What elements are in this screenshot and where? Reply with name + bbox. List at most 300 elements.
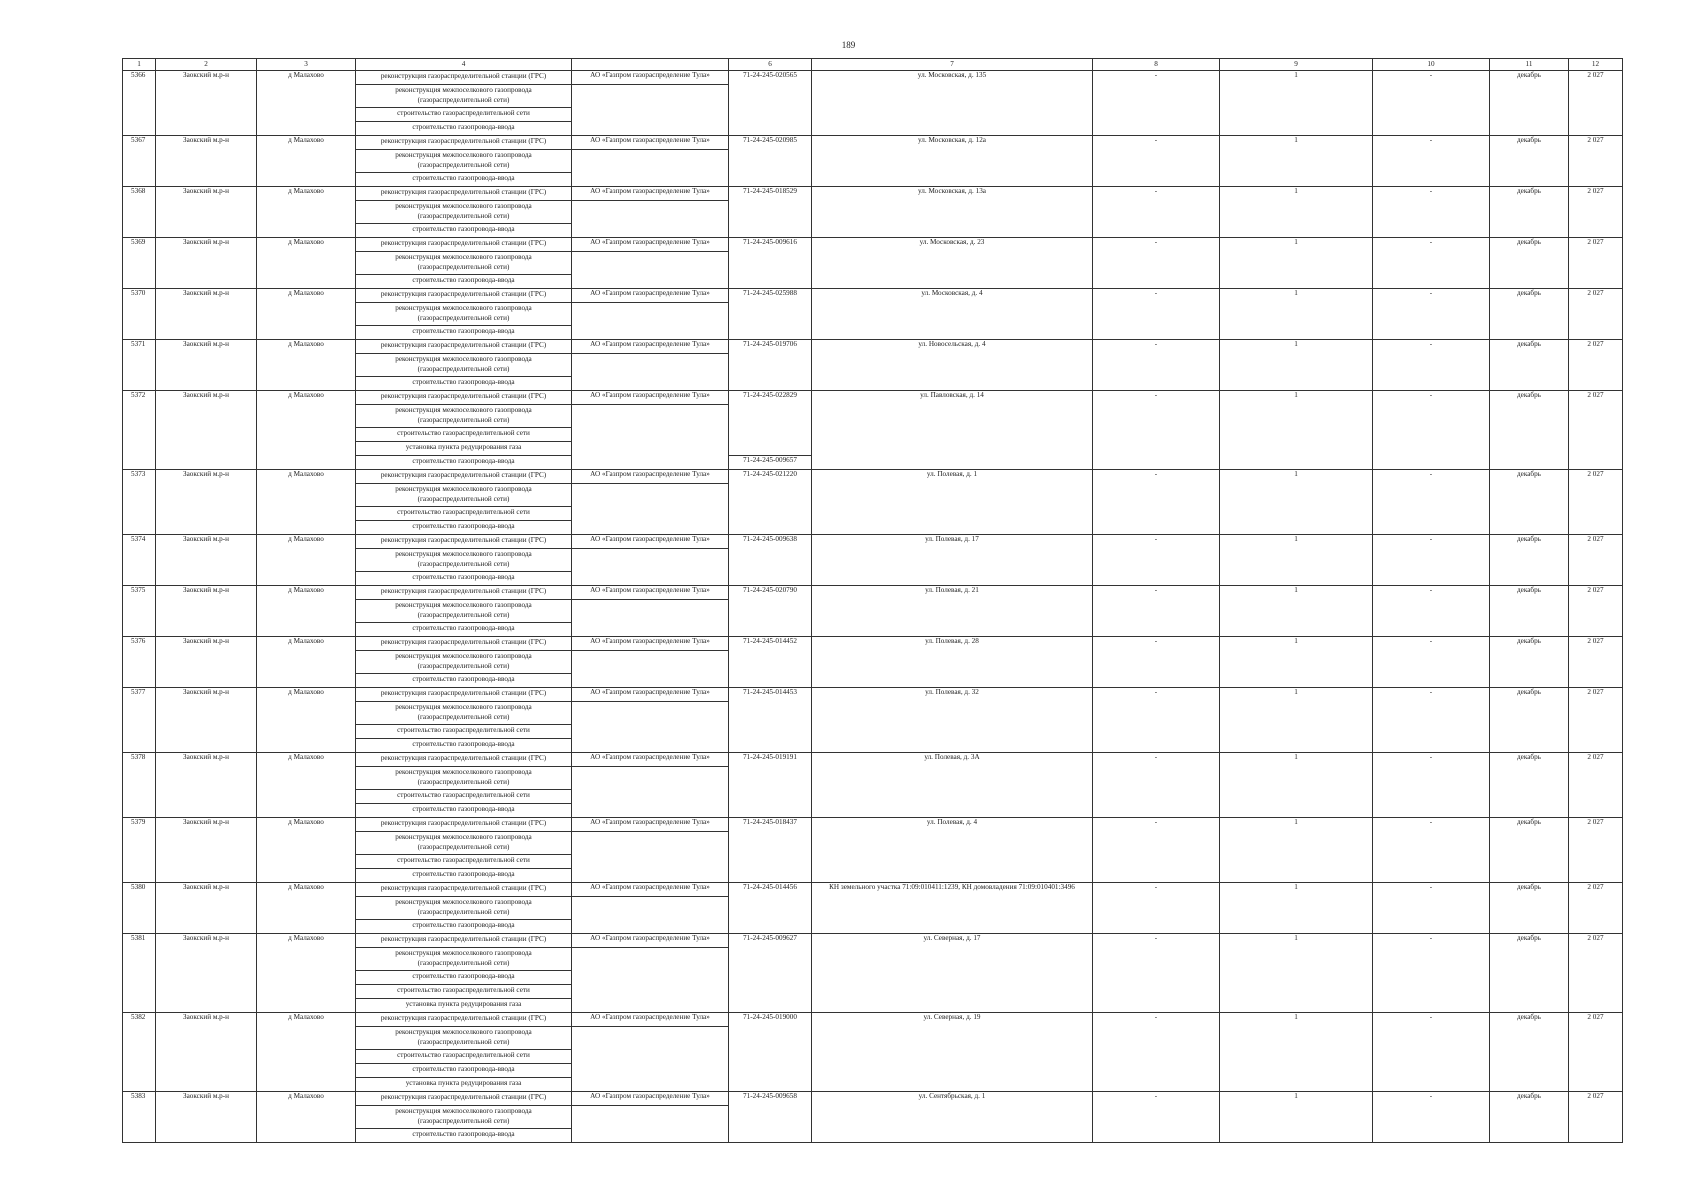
- year-cell: 2 027: [1569, 238, 1623, 289]
- header-cell: 1: [123, 59, 156, 71]
- column-10-cell: -: [1373, 289, 1490, 340]
- work-type-cell: строительство газопровода-ввода: [356, 173, 572, 187]
- work-type-cell: реконструкция газораспределительной станции (ГРС): [356, 470, 572, 484]
- organization-cell: АО «Газпром газораспределение Тула»: [572, 883, 729, 897]
- locality-cell: д Малахово: [257, 71, 356, 136]
- column-8-cell: -: [1093, 136, 1220, 187]
- work-type-cell: строительство газопровода-ввода: [356, 971, 572, 985]
- organization-cell: АО «Газпром газораспределение Тула»: [572, 136, 729, 150]
- address-cell: ул. Павловская, д. 14: [812, 391, 1093, 470]
- work-type-cell: строительство газопровода-ввода: [356, 122, 572, 136]
- organization-cell: АО «Газпром газораспределение Тула»: [572, 71, 729, 85]
- address-cell: ул. Полевая, д. 3А: [812, 753, 1093, 818]
- address-cell: КН земельного участка 71:09:010411:1239, КН домовладения 71:09:010401:3496: [812, 883, 1093, 934]
- work-type-cell: строительство газораспределительной сети: [356, 507, 572, 521]
- work-schedule-table: [122, 58, 1623, 1143]
- code-cell: 71-24-245-009658: [729, 1092, 812, 1143]
- code-cell: 71-24-245-018529: [729, 187, 812, 238]
- work-type-cell: реконструкция газораспределительной станции (ГРС): [356, 637, 572, 651]
- column-9-cell: 1: [1220, 289, 1373, 340]
- work-type-cell: реконструкция газораспределительной станции (ГРС): [356, 289, 572, 303]
- work-type-cell: реконструкция межпоселкового газопровода (газораспределительной сети): [356, 767, 572, 790]
- work-type-cell: строительство газораспределительной сети: [356, 108, 572, 122]
- table-row: [123, 883, 1623, 897]
- locality-cell: д Малахово: [257, 818, 356, 883]
- address-cell: ул. Новосельская, д. 4: [812, 340, 1093, 391]
- table-row: [123, 187, 1623, 201]
- work-type-cell: реконструкция газораспределительной станции (ГРС): [356, 586, 572, 600]
- work-type-cell: реконструкция межпоселкового газопровода (газораспределительной сети): [356, 303, 572, 326]
- table-row: [123, 1092, 1623, 1106]
- column-9-cell: 1: [1220, 535, 1373, 586]
- district-cell: Заокский м.р-н: [156, 586, 257, 637]
- work-type-cell: реконструкция межпоселкового газопровода (газораспределительной сети): [356, 484, 572, 507]
- organization-cell: АО «Газпром газораспределение Тула»: [572, 586, 729, 600]
- column-8-cell: -: [1093, 586, 1220, 637]
- organization-empty-cell: [572, 767, 729, 818]
- month-cell: декабрь: [1490, 71, 1569, 136]
- address-cell: ул. Полевая, д. 17: [812, 535, 1093, 586]
- column-9-cell: 1: [1220, 238, 1373, 289]
- district-cell: Заокский м.р-н: [156, 187, 257, 238]
- header-cell: 8: [1093, 59, 1220, 71]
- year-cell: 2 027: [1569, 934, 1623, 1013]
- locality-cell: д Малахово: [257, 637, 356, 688]
- district-cell: Заокский м.р-н: [156, 1092, 257, 1143]
- code-cell: 71-24-245-009616: [729, 238, 812, 289]
- month-cell: декабрь: [1490, 688, 1569, 753]
- column-8-cell: -: [1093, 753, 1220, 818]
- column-9-cell: 1: [1220, 187, 1373, 238]
- work-type-cell: реконструкция газораспределительной станции (ГРС): [356, 340, 572, 354]
- year-cell: 2 027: [1569, 340, 1623, 391]
- table-row: [123, 934, 1623, 948]
- address-cell: ул. Северная, д. 19: [812, 1013, 1093, 1092]
- organization-cell: АО «Газпром газораспределение Тула»: [572, 470, 729, 484]
- address-cell: ул. Северная, д. 17: [812, 934, 1093, 1013]
- year-cell: 2 027: [1569, 187, 1623, 238]
- table-row: [123, 1013, 1623, 1027]
- column-10-cell: -: [1373, 818, 1490, 883]
- month-cell: декабрь: [1490, 340, 1569, 391]
- column-10-cell: -: [1373, 391, 1490, 470]
- locality-cell: д Малахово: [257, 136, 356, 187]
- code-cell: 71-24-245-020790: [729, 586, 812, 637]
- district-cell: Заокский м.р-н: [156, 1013, 257, 1092]
- row-number: 5373: [123, 470, 156, 535]
- month-cell: декабрь: [1490, 586, 1569, 637]
- column-8-cell: -: [1093, 238, 1220, 289]
- code-cell: 71-24-245-019000: [729, 1013, 812, 1092]
- row-number: 5372: [123, 391, 156, 470]
- month-cell: декабрь: [1490, 187, 1569, 238]
- address-cell: ул. Московская, д. 12а: [812, 136, 1093, 187]
- work-type-cell: реконструкция газораспределительной станции (ГРС): [356, 1092, 572, 1106]
- column-9-cell: 1: [1220, 1092, 1373, 1143]
- year-cell: 2 027: [1569, 71, 1623, 136]
- month-cell: декабрь: [1490, 238, 1569, 289]
- work-type-cell: строительство газораспределительной сети: [356, 1050, 572, 1064]
- district-cell: Заокский м.р-н: [156, 238, 257, 289]
- work-type-cell: реконструкция межпоселкового газопровода (газораспределительной сети): [356, 651, 572, 674]
- table-row: [123, 586, 1623, 600]
- work-type-cell: реконструкция межпоселкового газопровода (газораспределительной сети): [356, 150, 572, 173]
- code-cell: 71-24-245-020565: [729, 71, 812, 136]
- organization-cell: АО «Газпром газораспределение Тула»: [572, 340, 729, 354]
- work-type-cell: строительство газопровода-ввода: [356, 623, 572, 637]
- locality-cell: д Малахово: [257, 187, 356, 238]
- month-cell: декабрь: [1490, 391, 1569, 470]
- address-cell: ул. Полевая, д. 4: [812, 818, 1093, 883]
- page-number: 189: [841, 40, 856, 50]
- header-cell: 12: [1569, 59, 1623, 71]
- code-cell: 71-24-245-022829: [729, 391, 812, 456]
- organization-cell: АО «Газпром газораспределение Тула»: [572, 934, 729, 948]
- column-10-cell: -: [1373, 187, 1490, 238]
- column-9-cell: 1: [1220, 391, 1373, 470]
- work-type-cell: реконструкция газораспределительной станции (ГРС): [356, 136, 572, 150]
- year-cell: 2 027: [1569, 753, 1623, 818]
- table-row: [123, 391, 1623, 405]
- header-cell: 10: [1373, 59, 1490, 71]
- district-cell: Заокский м.р-н: [156, 934, 257, 1013]
- work-type-cell: строительство газопровода-ввода: [356, 456, 572, 470]
- column-9-cell: 1: [1220, 934, 1373, 1013]
- locality-cell: д Малахово: [257, 391, 356, 470]
- header-cell: 4: [356, 59, 572, 71]
- column-8-cell: -: [1093, 470, 1220, 535]
- column-8-cell: -: [1093, 883, 1220, 934]
- month-cell: декабрь: [1490, 136, 1569, 187]
- month-cell: декабрь: [1490, 535, 1569, 586]
- month-cell: декабрь: [1490, 1013, 1569, 1092]
- header-cell: 2: [156, 59, 257, 71]
- organization-cell: АО «Газпром газораспределение Тула»: [572, 637, 729, 651]
- month-cell: декабрь: [1490, 289, 1569, 340]
- column-8-cell: -: [1093, 818, 1220, 883]
- organization-empty-cell: [572, 484, 729, 535]
- work-type-cell: установка пункта редуцирования газа: [356, 1078, 572, 1092]
- work-type-cell: реконструкция газораспределительной станции (ГРС): [356, 1013, 572, 1027]
- row-number: 5370: [123, 289, 156, 340]
- code-cell: 71-24-245-009638: [729, 535, 812, 586]
- work-type-cell: реконструкция газораспределительной станции (ГРС): [356, 238, 572, 252]
- work-type-cell: реконструкция межпоселкового газопровода (газораспределительной сети): [356, 948, 572, 971]
- work-type-cell: строительство газораспределительной сети: [356, 985, 572, 999]
- column-10-cell: -: [1373, 470, 1490, 535]
- header-cell: 3: [257, 59, 356, 71]
- address-cell: ул. Московская, д. 13а: [812, 187, 1093, 238]
- work-type-cell: строительство газопровода-ввода: [356, 572, 572, 586]
- table-row: [123, 818, 1623, 832]
- month-cell: декабрь: [1490, 637, 1569, 688]
- work-type-cell: реконструкция межпоселкового газопровода (газораспределительной сети): [356, 897, 572, 920]
- work-type-cell: строительство газораспределительной сети: [356, 725, 572, 739]
- locality-cell: д Малахово: [257, 586, 356, 637]
- locality-cell: д Малахово: [257, 883, 356, 934]
- work-type-cell: строительство газопровода-ввода: [356, 1129, 572, 1143]
- column-10-cell: -: [1373, 535, 1490, 586]
- work-type-cell: реконструкция газораспределительной станции (ГРС): [356, 934, 572, 948]
- code-cell: 71-24-245-021220: [729, 470, 812, 535]
- organization-cell: АО «Газпром газораспределение Тула»: [572, 818, 729, 832]
- header-cell: 9: [1220, 59, 1373, 71]
- row-number: 5368: [123, 187, 156, 238]
- column-10-cell: -: [1373, 1013, 1490, 1092]
- organization-empty-cell: [572, 85, 729, 136]
- organization-empty-cell: [572, 549, 729, 586]
- work-type-cell: реконструкция межпоселкового газопровода (газораспределительной сети): [356, 600, 572, 623]
- table-row: [123, 470, 1623, 484]
- year-cell: 2 027: [1569, 586, 1623, 637]
- header-row: [123, 59, 1623, 71]
- column-10-cell: -: [1373, 71, 1490, 136]
- work-type-cell: реконструкция газораспределительной станции (ГРС): [356, 753, 572, 767]
- header-cell: 7: [812, 59, 1093, 71]
- locality-cell: д Малахово: [257, 470, 356, 535]
- organization-empty-cell: [572, 948, 729, 1013]
- row-number: 5383: [123, 1092, 156, 1143]
- column-9-cell: 1: [1220, 1013, 1373, 1092]
- year-cell: 2 027: [1569, 289, 1623, 340]
- work-type-cell: строительство газопровода-ввода: [356, 869, 572, 883]
- organization-cell: АО «Газпром газораспределение Тула»: [572, 238, 729, 252]
- year-cell: 2 027: [1569, 818, 1623, 883]
- work-type-cell: строительство газопровода-ввода: [356, 521, 572, 535]
- locality-cell: д Малахово: [257, 688, 356, 753]
- work-type-cell: реконструкция межпоселкового газопровода (газораспределительной сети): [356, 1106, 572, 1129]
- address-cell: ул. Московская, д. 135: [812, 71, 1093, 136]
- work-type-cell: реконструкция межпоселкового газопровода (газораспределительной сети): [356, 405, 572, 428]
- district-cell: Заокский м.р-н: [156, 136, 257, 187]
- column-9-cell: 1: [1220, 688, 1373, 753]
- address-cell: ул. Полевая, д. 21: [812, 586, 1093, 637]
- column-8-cell: -: [1093, 391, 1220, 470]
- table-row: [123, 535, 1623, 549]
- organization-empty-cell: [572, 1106, 729, 1143]
- column-8-cell: -: [1093, 535, 1220, 586]
- column-10-cell: -: [1373, 637, 1490, 688]
- work-type-cell: строительство газораспределительной сети: [356, 790, 572, 804]
- work-type-cell: реконструкция межпоселкового газопровода (газораспределительной сети): [356, 832, 572, 855]
- district-cell: Заокский м.р-н: [156, 753, 257, 818]
- work-type-cell: реконструкция газораспределительной станции (ГРС): [356, 883, 572, 897]
- work-type-cell: строительство газопровода-ввода: [356, 920, 572, 934]
- organization-cell: АО «Газпром газораспределение Тула»: [572, 1013, 729, 1027]
- address-cell: ул. Сентябрьская, д. 1: [812, 1092, 1093, 1143]
- column-10-cell: -: [1373, 238, 1490, 289]
- column-10-cell: -: [1373, 586, 1490, 637]
- code-cell: 71-24-245-025988: [729, 289, 812, 340]
- work-type-cell: строительство газопровода-ввода: [356, 224, 572, 238]
- year-cell: 2 027: [1569, 1013, 1623, 1092]
- work-type-cell: реконструкция межпоселкового газопровода (газораспределительной сети): [356, 252, 572, 275]
- month-cell: декабрь: [1490, 1092, 1569, 1143]
- organization-cell: АО «Газпром газораспределение Тула»: [572, 391, 729, 405]
- column-8-cell: -: [1093, 71, 1220, 136]
- district-cell: Заокский м.р-н: [156, 340, 257, 391]
- table-body: [123, 71, 1623, 1143]
- column-9-cell: 1: [1220, 71, 1373, 136]
- work-type-cell: строительство газопровода-ввода: [356, 326, 572, 340]
- work-type-cell: реконструкция межпоселкового газопровода (газораспределительной сети): [356, 201, 572, 224]
- month-cell: декабрь: [1490, 934, 1569, 1013]
- organization-empty-cell: [572, 201, 729, 238]
- column-8-cell: -: [1093, 688, 1220, 753]
- header-cell: 11: [1490, 59, 1569, 71]
- address-cell: ул. Полевая, д. 28: [812, 637, 1093, 688]
- code-cell: 71-24-245-014453: [729, 688, 812, 753]
- code-cell: 71-24-245-009657: [729, 456, 812, 470]
- column-9-cell: 1: [1220, 883, 1373, 934]
- year-cell: 2 027: [1569, 470, 1623, 535]
- organization-cell: АО «Газпром газораспределение Тула»: [572, 753, 729, 767]
- row-number: 5380: [123, 883, 156, 934]
- column-8-cell: -: [1093, 289, 1220, 340]
- table-row: [123, 71, 1623, 85]
- month-cell: декабрь: [1490, 470, 1569, 535]
- address-cell: ул. Полевая, д. 32: [812, 688, 1093, 753]
- year-cell: 2 027: [1569, 535, 1623, 586]
- locality-cell: д Малахово: [257, 535, 356, 586]
- work-type-cell: строительство газопровода-ввода: [356, 739, 572, 753]
- work-type-cell: реконструкция газораспределительной станции (ГРС): [356, 818, 572, 832]
- row-number: 5376: [123, 637, 156, 688]
- month-cell: декабрь: [1490, 818, 1569, 883]
- year-cell: 2 027: [1569, 883, 1623, 934]
- column-9-cell: 1: [1220, 136, 1373, 187]
- organization-empty-cell: [572, 651, 729, 688]
- work-type-cell: реконструкция межпоселкового газопровода (газораспределительной сети): [356, 354, 572, 377]
- work-type-cell: строительство газопровода-ввода: [356, 674, 572, 688]
- row-number: 5374: [123, 535, 156, 586]
- locality-cell: д Малахово: [257, 753, 356, 818]
- year-cell: 2 027: [1569, 1092, 1623, 1143]
- organization-empty-cell: [572, 303, 729, 340]
- organization-empty-cell: [572, 600, 729, 637]
- work-type-cell: строительство газопровода-ввода: [356, 804, 572, 818]
- organization-cell: АО «Газпром газораспределение Тула»: [572, 187, 729, 201]
- district-cell: Заокский м.р-н: [156, 470, 257, 535]
- row-number: 5369: [123, 238, 156, 289]
- organization-empty-cell: [572, 832, 729, 883]
- year-cell: 2 027: [1569, 637, 1623, 688]
- locality-cell: д Малахово: [257, 1013, 356, 1092]
- address-cell: ул. Московская, д. 23: [812, 238, 1093, 289]
- work-type-cell: установка пункта редуцирования газа: [356, 999, 572, 1013]
- year-cell: 2 027: [1569, 391, 1623, 470]
- table-row: [123, 753, 1623, 767]
- work-type-cell: строительство газораспределительной сети: [356, 428, 572, 442]
- column-10-cell: -: [1373, 883, 1490, 934]
- organization-empty-cell: [572, 1027, 729, 1092]
- year-cell: 2 027: [1569, 136, 1623, 187]
- column-10-cell: -: [1373, 753, 1490, 818]
- column-9-cell: 1: [1220, 753, 1373, 818]
- column-9-cell: 1: [1220, 340, 1373, 391]
- district-cell: Заокский м.р-н: [156, 535, 257, 586]
- code-cell: 71-24-245-019706: [729, 340, 812, 391]
- district-cell: Заокский м.р-н: [156, 637, 257, 688]
- work-type-cell: установка пункта редуцирования газа: [356, 442, 572, 456]
- column-10-cell: -: [1373, 1092, 1490, 1143]
- work-type-cell: реконструкция газораспределительной станции (ГРС): [356, 187, 572, 201]
- code-cell: 71-24-245-018437: [729, 818, 812, 883]
- work-type-cell: строительство газораспределительной сети: [356, 855, 572, 869]
- table-row: [123, 238, 1623, 252]
- year-cell: 2 027: [1569, 688, 1623, 753]
- organization-cell: АО «Газпром газораспределение Тула»: [572, 289, 729, 303]
- header-cell: [572, 59, 729, 71]
- locality-cell: д Малахово: [257, 934, 356, 1013]
- locality-cell: д Малахово: [257, 340, 356, 391]
- column-9-cell: 1: [1220, 586, 1373, 637]
- column-8-cell: -: [1093, 187, 1220, 238]
- code-cell: 71-24-245-014456: [729, 883, 812, 934]
- district-cell: Заокский м.р-н: [156, 688, 257, 753]
- district-cell: Заокский м.р-н: [156, 883, 257, 934]
- code-cell: 71-24-245-014452: [729, 637, 812, 688]
- address-cell: ул. Полевая, д. 1: [812, 470, 1093, 535]
- month-cell: декабрь: [1490, 883, 1569, 934]
- column-9-cell: 1: [1220, 470, 1373, 535]
- district-cell: Заокский м.р-н: [156, 71, 257, 136]
- locality-cell: д Малахово: [257, 289, 356, 340]
- work-type-cell: реконструкция газораспределительной станции (ГРС): [356, 71, 572, 85]
- column-10-cell: -: [1373, 688, 1490, 753]
- row-number: 5377: [123, 688, 156, 753]
- column-10-cell: -: [1373, 340, 1490, 391]
- organization-empty-cell: [572, 354, 729, 391]
- work-type-cell: реконструкция межпоселкового газопровода (газораспределительной сети): [356, 85, 572, 108]
- table-row: [123, 688, 1623, 702]
- row-number: 5367: [123, 136, 156, 187]
- organization-empty-cell: [572, 150, 729, 187]
- organization-empty-cell: [572, 702, 729, 753]
- column-10-cell: -: [1373, 136, 1490, 187]
- column-9-cell: 1: [1220, 637, 1373, 688]
- row-number: 5381: [123, 934, 156, 1013]
- row-number: 5366: [123, 71, 156, 136]
- column-9-cell: 1: [1220, 818, 1373, 883]
- column-8-cell: -: [1093, 637, 1220, 688]
- row-number: 5378: [123, 753, 156, 818]
- work-type-cell: реконструкция межпоселкового газопровода (газораспределительной сети): [356, 1027, 572, 1050]
- organization-cell: АО «Газпром газораспределение Тула»: [572, 688, 729, 702]
- organization-cell: АО «Газпром газораспределение Тула»: [572, 1092, 729, 1106]
- work-type-cell: строительство газопровода-ввода: [356, 275, 572, 289]
- row-number: 5379: [123, 818, 156, 883]
- table-row: [123, 136, 1623, 150]
- work-type-cell: реконструкция газораспределительной станции (ГРС): [356, 391, 572, 405]
- column-8-cell: -: [1093, 340, 1220, 391]
- work-type-cell: реконструкция газораспределительной станции (ГРС): [356, 688, 572, 702]
- code-cell: 71-24-245-019191: [729, 753, 812, 818]
- header-cell: 6: [729, 59, 812, 71]
- column-10-cell: -: [1373, 934, 1490, 1013]
- address-cell: ул. Московская, д. 4: [812, 289, 1093, 340]
- column-8-cell: -: [1093, 1013, 1220, 1092]
- district-cell: Заокский м.р-н: [156, 289, 257, 340]
- work-type-cell: строительство газопровода-ввода: [356, 1064, 572, 1078]
- work-type-cell: строительство газопровода-ввода: [356, 377, 572, 391]
- organization-empty-cell: [572, 405, 729, 470]
- code-cell: 71-24-245-020985: [729, 136, 812, 187]
- district-cell: Заокский м.р-н: [156, 391, 257, 470]
- locality-cell: д Малахово: [257, 1092, 356, 1143]
- table-row: [123, 637, 1623, 651]
- code-cell: 71-24-245-009627: [729, 934, 812, 1013]
